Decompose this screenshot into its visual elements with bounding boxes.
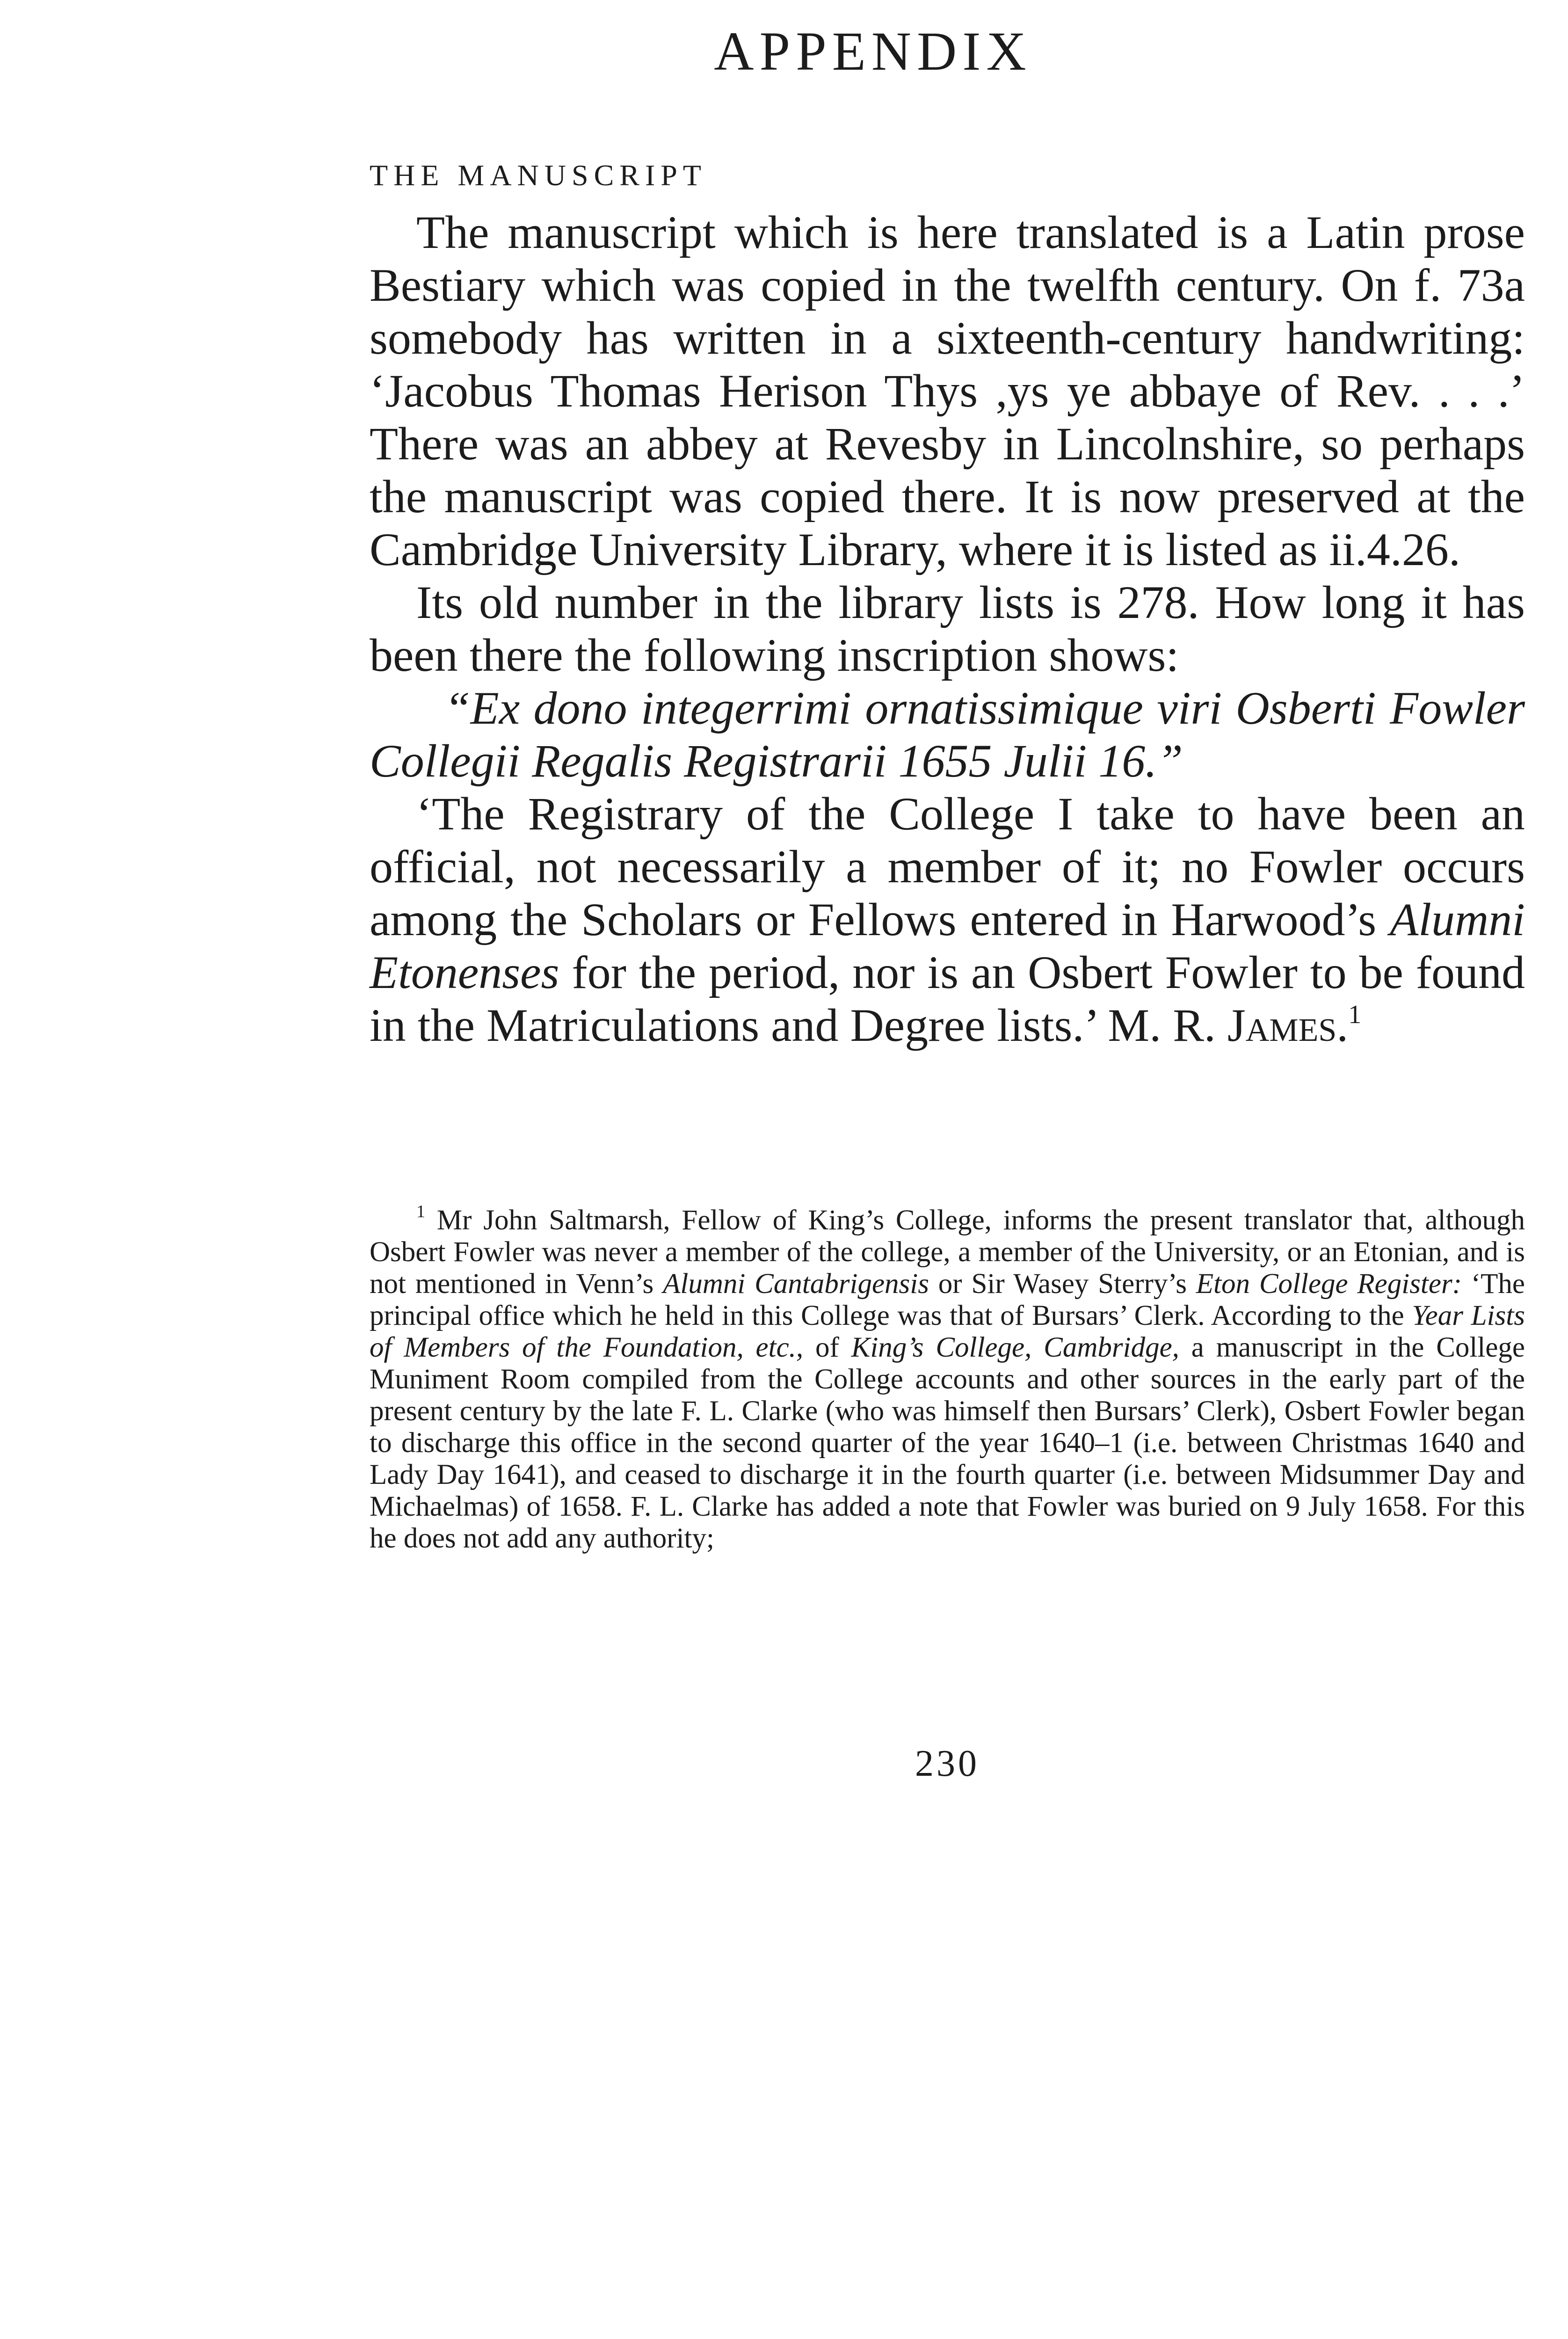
paragraph-3-end: for the period, nor is an Osbert Fowler to be found in the Matriculations and Degree lists.’ M. R. [370,946,1525,1051]
footnote-part-3: ‘The principal office which he held in this College was that of Bursars’ Clerk. According to the [370,1268,1525,1331]
paragraph-1: The manuscript which is here translated is a Latin prose Bestiary which was copied in the twelfth century. On f. 73a somebody has written in a sixteenth-century handwriting: ‘Jacobus Thomas Herison Thys ,ys ye abbaye of Rev. . . .’ There was an abbey at Revesby in Lincolnshire, so perhaps the manuscript was copied there. It is now preserved at the Cambridge University Library, where it is listed as ii.4.26. [370,206,1525,575]
quoted-inscription: “Ex dono integerrimi ornatissimique viri Osberti Fowler Collegii Regalis Registrarii 1655 Julii 16.” [370,682,1525,787]
footnote-mark: 1 [416,1202,425,1221]
page-title [0,14,1568,89]
paragraph-3-start: ‘The Registrary of the College I take to have been an official, not necessarily a member of it; no Fowler occurs among the Scholars or Fellows entered in Harwood’s [370,788,1525,945]
footnote-italic-1: Alumni Cantabrigensis [663,1268,929,1300]
footnote-italic-3: Year Lists of Members of the Foundation, etc., [370,1300,1525,1363]
paragraph-3 [370,787,1525,1052]
footnote-italic-2: Eton College Register: [1196,1268,1462,1300]
footnote-text [370,1202,1525,1554]
alumni-etonenses-title: Alumni Etonenses [370,893,1525,998]
main-text [370,206,1525,1052]
section-heading: THE MANUSCRIPT [370,159,707,192]
page-title-text: APPENDIX [714,21,1032,82]
paragraph-2: Its old number in the library lists is 278. How long it has been there the following inscription shows: [370,576,1525,681]
footnote-italic-4: King’s College, Cambridge, [851,1332,1179,1363]
footnote-reference: 1 [1348,1000,1362,1029]
page-number: 230 [915,1743,980,1784]
footnote-part-2: or Sir Wasey Sterry’s [929,1268,1196,1300]
footnote [370,1202,1525,1554]
footnote-part-4: of [803,1332,851,1363]
author-name: James. [1227,999,1349,1051]
footnote-part-1: Mr John Saltmarsh, Fellow of King’s College, informs the present translator that, although Osbert Fowler was never a member of the college, a member of the University, or an Etonian, and is not mentioned in Venn’s [370,1205,1525,1300]
footnote-part-5: a manuscript in the College Muniment Room compiled from the College accounts and other sources in the early part of the present century by the late F. L. Clarke (who was himself then Bursars’ Clerk), Osbert Fowler began to discharge this office in the second quarter of the year 1640–1 (i.e. between Christmas 1640 and Lady Day 1641), and ceased to discharge it in the fourth quarter (i.e. between Midsummer Day and Michaelmas) of 1658. F. L. Clarke has added a note that Fowler was buried on 9 July 1658. For this he does not add any authority; [370,1332,1525,1554]
